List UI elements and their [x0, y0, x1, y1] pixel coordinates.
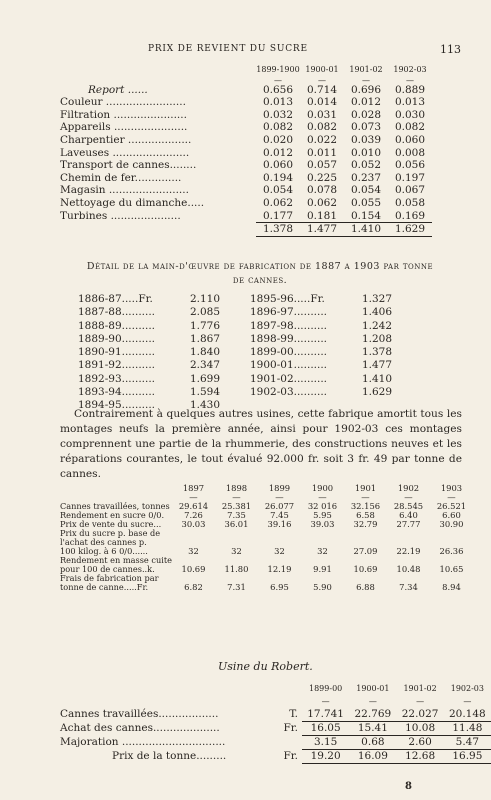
running-header [0, 44, 491, 58]
list-item: 1895-96.....Fr. 1.327 [250, 293, 392, 305]
list-item: 1891-92.......... 2.347 [78, 359, 220, 372]
robert-table: 1899-00 1900-01 1901-02 1902-03 — — — — Cannes travaillées.................. T. 17.741 22.769 22.027 20.148 Achat des cannes.................... Fr. 16.05 15.41 10.08 11.48 Majoration ............................... 3.15 0.68 2.60 5.47 Prix de la tonne......... Fr. 19.20 16.09 12.68 16.95 [60, 682, 491, 764]
list-item: 1898-99.......... 1.208 [250, 332, 392, 345]
table-row: Charpentier ................... 0.020 0.022 0.039 0.060 [60, 133, 426, 146]
table-row: Majoration ............................... 3.15 0.68 2.60 5.47 [60, 736, 491, 750]
table-row: Nettoyage du dimanche..... 0.062 0.062 0.055 0.058 [60, 196, 426, 209]
table-row: Filtration ...................... 0.032 0.031 0.028 0.030 [60, 108, 426, 121]
table-row: Magasin ........................ 0.054 0.078 0.054 0.067 [60, 184, 426, 197]
list-item: 1897-98.......... 1.242 [250, 319, 392, 332]
table-row: Rendement en masse cuite pour 100 de cannes..k. 10.69 11.80 12.19 9.91 10.69 10.48 10.65 [60, 555, 464, 574]
list-item: 1902-03.......... 1.629 [250, 386, 392, 399]
table-row: Appareils ...................... 0.082 0.082 0.073 0.082 [60, 121, 426, 134]
table-row: Laveuses ....................... 0.012 0.011 0.010 0.008 [60, 146, 426, 159]
list-item: 1896-97.......... 1.406 [250, 306, 392, 319]
table-row: Transport de cannes........ 0.060 0.057 0.052 0.056 [60, 159, 426, 172]
table-row: Chemin de fer.............. 0.194 0.225 0.237 0.197 [60, 171, 426, 184]
list-item: 1899-00.......... 1.378 [250, 346, 392, 359]
table-row: Prix du sucre p. base de l'achat des cannes p. 100 kilog. à 6 0/0...... 32 32 32 32 27.09 22.19 26.36 [60, 528, 464, 556]
year-header: 1898 [225, 483, 248, 493]
year-header: 1897 [182, 483, 205, 493]
list-item: 1888-89.......... 1.776 [78, 319, 220, 332]
year-header: 1900-01 [356, 684, 390, 693]
year-header: 1899-1900 [256, 65, 300, 74]
table-row: Frais de fabrication par tonne de canne.....Fr. 6.82 7.31 6.95 5.90 6.88 7.34 8.94 [60, 573, 461, 592]
detail-list-right [250, 293, 392, 399]
year-header: 1903 [440, 483, 463, 493]
year-header: 1902-03 [450, 684, 484, 693]
list-item: 1901-02.......... 1.410 [250, 372, 392, 385]
report-row: Report ...... 0.656 0.714 0.696 0.889 [88, 83, 426, 96]
list-item: 1893-94.......... 1.594 [78, 386, 220, 399]
table-row: Turbines ..................... 0.177 0.181 0.154 0.169 [60, 209, 426, 222]
year-header: 1901-02 [349, 65, 383, 74]
detail-list-left [78, 293, 220, 413]
page-number: 113 [440, 43, 461, 56]
table-row: Achat des cannes.................... Fr. 16.05 15.41 10.08 11.48 [60, 722, 491, 736]
year-header: 1900 [311, 483, 334, 493]
list-item: 1900-01.......... 1.477 [250, 359, 392, 372]
year-header: 1899 [268, 483, 291, 493]
year-header: 1902 [397, 483, 420, 493]
year-header: 1901 [354, 483, 377, 493]
table-row: Cannes travaillées.................. T. 17.741 22.769 22.027 20.148 [60, 708, 491, 722]
year-header: 1902-03 [393, 65, 427, 74]
running-title: PRIX DE REVIENT DU SUCRE [148, 44, 308, 54]
list-item: 1890-91.......... 1.840 [78, 346, 220, 359]
book-page: PRIX DE REVIENT DU SUCRE 113 1899-1900 1900-01 1901-02 1902-03 — — — — Report ...... 0.656 0.714 0.696 0.889 Couleur ........................ 0.013 0.014 0.012 0.013 Filtration ...................... 0.032 0.031 0.028 0.030 Appareils ...................... 0.082 0.082 0.073 0.082 Charpentier ................... 0.020 0.022 0.039 0.060 Laveuses ....................... 0.012 0.011 0.010 0.008 Transport de cannes........ 0.060 0.057 0.052 0.056 Chemin de fer.............. 0.194 0.225 0.237 0.197 Magasin ........................ 0.054 0.078 0.054 0.067 Nettoyage du dimanche..... 0.062 0.062 0.055 0.058 Turbines ..................... 0.177 0.181 0.154 0.169 1.378 1.477 1.410 1.629 Détail de la main-d'œuvre de fabrication de 1887 a 1903 par tonne de cannes. 1886-87.....Fr. 2.110 1887-88.......... 2.085 1888-89.......... 1.776 1889-90.......... 1.867 1890-91.......... 1.840 1891-92.......... 2.347 1892-93.......... 1.699 1893-94.......... 1.594 1894-95.......... 1.430 1895-96.....Fr. 1.327 1896-97.......... 1.406 1897-98.......... 1.242 1898-99.......... 1.208 1899-00.......... 1.378 1900-01.......... 1.477 1901-02.......... 1.410 1902-03.......... 1.629 Contrairement à quelques autres usines, cette fabrique amortit tous les montages neufs la première année, ainsi pour 1902-03 ces montages comprennent une partie de la rhummerie, des constructions neuves et les réparations courantes, le tout évalué 92.000 fr. soit 3 fr. 49 par tonne de cannes. 1897 1898 1899 1900 1901 1902 1903 — — — — — — — Cannes travaillées, tonnes 29.614 25.381 26.077 32 016 32.156 28.545 26.521 Rendement en sucre 0/0. 7.26 7.35 7.45 5.95 6.58 6.40 6.60 Prix de vente du sucre... 30.03 36.01 39.16 39.03 32.79 27.77 30.90 Prix du sucre p. base de l'achat des cannes p. 100 kilog. à 6 0/0...... 32 32 32 32 27.09 22.19 26.36 Rendement en masse cuite pour 100 de cannes..k. 10.69 11.80 12.19 9.91 10.69 10.48 10.65 Frais de fabrication par tonne de canne.....Fr. 6.82 7.31 6.95 5.90 6.88 7.34 8.94 Usine du Robert. 1899-00 1900-01 1901-02 1902-03 — — — — Cannes travaillées.................. T. 17.741 22.769 22.027 20.148 Achat des cannes.................... Fr. 16.05 15.41 10.08 11.48 Majoration ............................... 3.15 0.68 2.60 5.47 Prix de la tonne......... Fr. 19.20 16.09 12.68 16.95 8 [0, 0, 491, 800]
list-item: 1892-93.......... 1.699 [78, 372, 220, 385]
signature-mark: 8 [405, 781, 412, 792]
totals-row: 1.378 1.477 1.410 1.629 [60, 223, 432, 237]
cost-table: 1899-1900 1900-01 1901-02 1902-03 — — — — Report ...... 0.656 0.714 0.696 0.889 Couleur ........................ 0.013 0.014 0.012 0.013 Filtration ...................... 0.032 0.031 0.028 0.030 Appareils ...................... 0.082 0.082 0.073 0.082 Charpentier ................... 0.020 0.022 0.039 0.060 Laveuses ....................... 0.012 0.011 0.010 0.008 Transport de cannes........ 0.060 0.057 0.052 0.056 Chemin de fer.............. 0.194 0.225 0.237 0.197 Magasin ........................ 0.054 0.078 0.054 0.067 Nettoyage du dimanche..... 0.062 0.062 0.055 0.058 Turbines ..................... 0.177 0.181 0.154 0.169 1.378 1.477 1.410 1.629 [60, 64, 432, 237]
year-header: 1899-00 [309, 684, 343, 693]
list-item: 1894-95.......... 1.430 [78, 399, 220, 412]
table-row: Cannes travaillées, tonnes 29.614 25.381 26.077 32 016 32.156 28.545 26.521 [60, 501, 467, 511]
detail-heading: Détail de la main-d'œuvre de fabrication de 1887 a 1903 par tonne de cannes. [86, 261, 434, 286]
table-row: Rendement en sucre 0/0. 7.26 7.35 7.45 5.95 6.58 6.40 6.60 [60, 510, 461, 520]
table-row: Couleur ........................ 0.013 0.014 0.012 0.013 [60, 96, 426, 109]
year-header: 1901-02 [403, 684, 437, 693]
table-row: Prix de la tonne......... Fr. 19.20 16.09 12.68 16.95 [60, 750, 491, 764]
body-paragraph: Contrairement à quelques autres usines, cette fabrique amortit tous les montages neufs la première année, ainsi pour 1902-03 ces montages comprennent une partie de la rhummerie, des constructions neuves et les réparations courantes, le tout évalué 92.000 fr. soit 3 fr. 49 par tonne de cannes. [60, 408, 462, 480]
yearly-table: 1897 1898 1899 1900 1901 1902 1903 — — — — — — — Cannes travaillées, tonnes 29.614 25.381 26.077 32 016 32.156 28.545 26.521 Rendement en sucre 0/0. 7.26 7.35 7.45 5.95 6.58 6.40 6.60 Prix de vente du sucre... 30.03 36.01 39.16 39.03 32.79 27.77 30.90 Prix du sucre p. base de l'achat des cannes p. 100 kilog. à 6 0/0...... 32 32 32 32 27.09 22.19 26.36 Rendement en masse cuite pour 100 de cannes..k. 10.69 11.80 12.19 9.91 10.69 10.48 10.65 Frais de fabrication par tonne de canne.....Fr. 6.82 7.31 6.95 5.90 6.88 7.34 8.94 [60, 482, 473, 592]
list-item: 1887-88.......... 2.085 [78, 306, 220, 319]
list-item: 1886-87.....Fr. 2.110 [78, 293, 220, 305]
year-header: 1900-01 [305, 65, 339, 74]
list-item: 1889-90.......... 1.867 [78, 332, 220, 345]
table-row: Prix de vente du sucre... 30.03 36.01 39.16 39.03 32.79 27.77 30.90 [60, 519, 464, 529]
